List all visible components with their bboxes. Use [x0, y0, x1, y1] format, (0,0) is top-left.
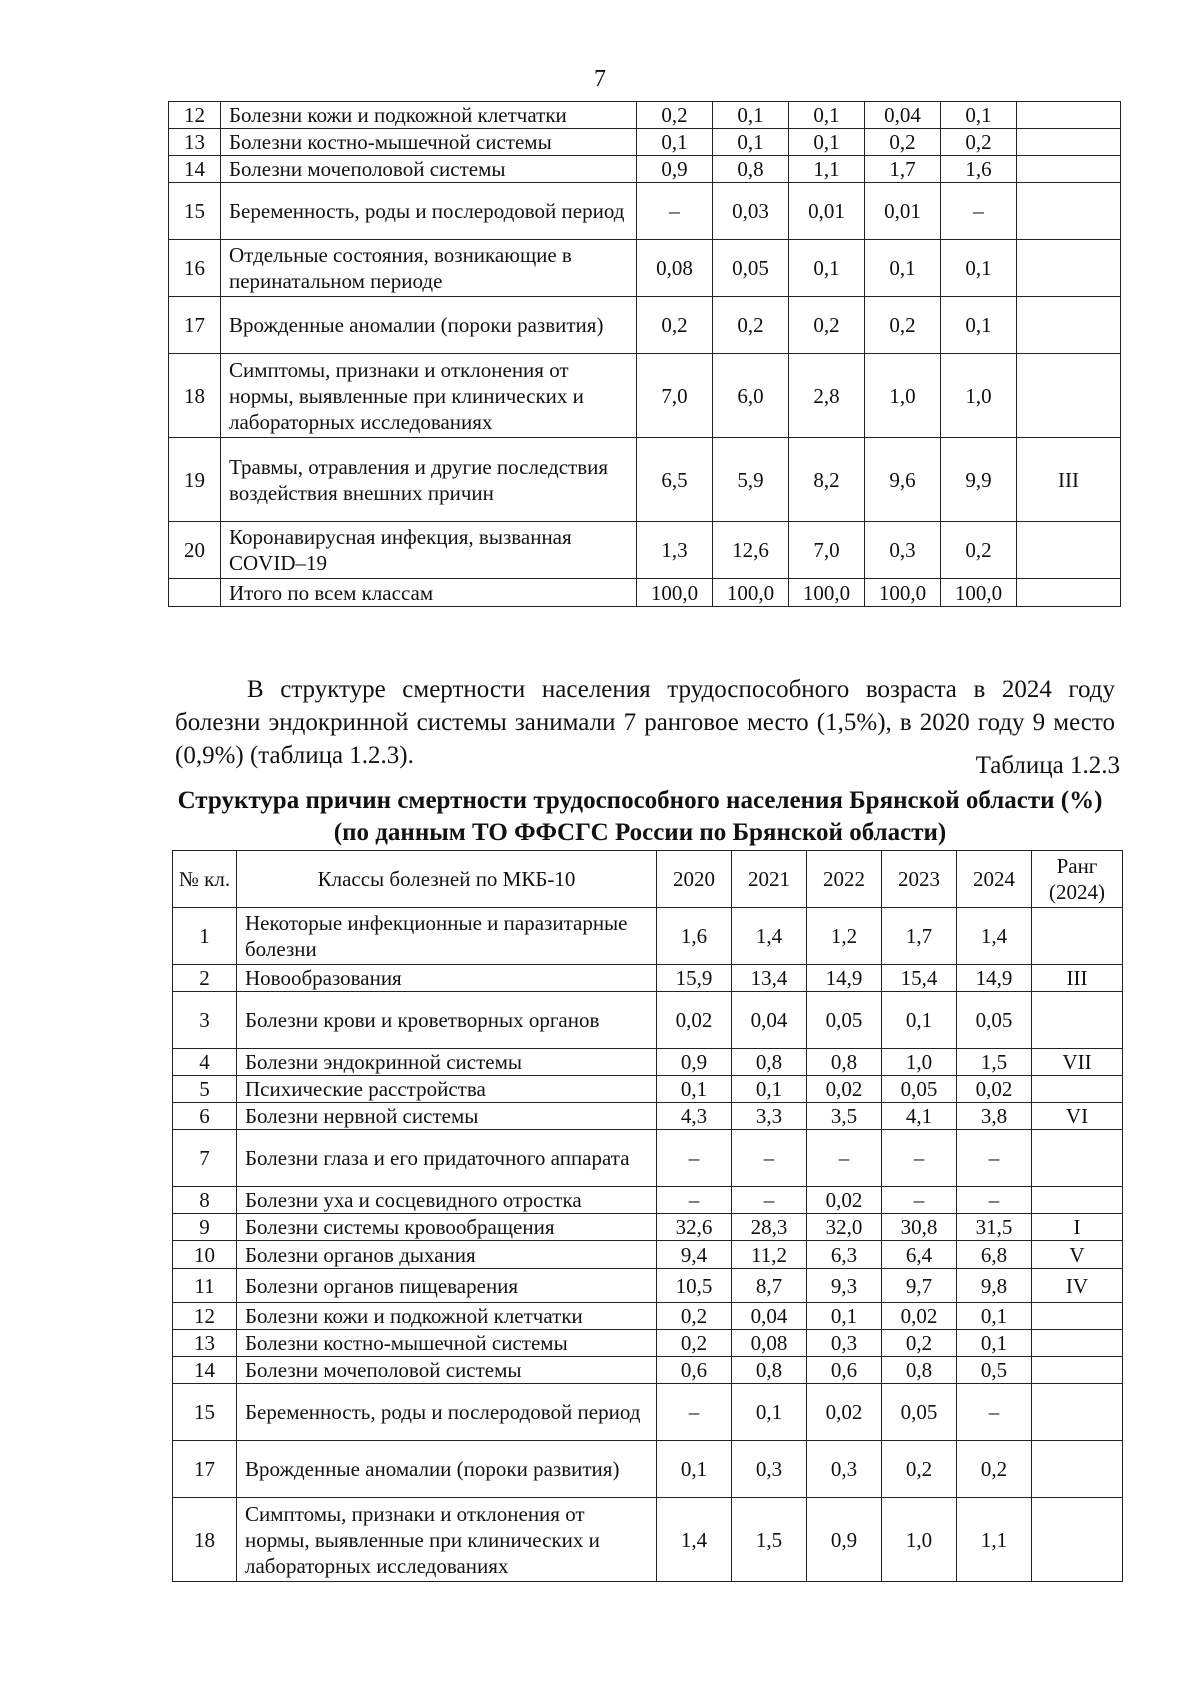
rank-cell	[1032, 1187, 1123, 1214]
rank-cell	[1017, 102, 1121, 129]
value-2024: 0,02	[957, 1076, 1032, 1103]
value-2024: 14,9	[957, 965, 1032, 992]
value-2023: 1,7	[865, 156, 941, 183]
value-2022: 0,1	[789, 102, 865, 129]
value-2024: 6,8	[957, 1241, 1032, 1269]
mortality-structure-table	[172, 850, 1123, 1582]
table-row	[173, 1269, 1123, 1303]
class-number: 4	[173, 1049, 237, 1076]
header-2020: 2020	[657, 851, 732, 908]
value-2020: 0,2	[657, 1303, 732, 1330]
value-2023: 9,7	[882, 1269, 957, 1303]
value-2021: 0,03	[713, 183, 789, 240]
value-2020: 0,2	[657, 1330, 732, 1357]
table-row	[173, 1049, 1123, 1076]
table-row	[173, 1103, 1123, 1130]
class-number: 16	[169, 240, 221, 297]
value-2024: –	[957, 1384, 1032, 1441]
class-number: 8	[173, 1187, 237, 1214]
table2-header	[173, 851, 1123, 908]
class-number: 17	[173, 1441, 237, 1498]
value-2022: 9,3	[807, 1269, 882, 1303]
table-row	[169, 438, 1121, 522]
value-2023: 0,2	[865, 129, 941, 156]
class-number: 10	[173, 1241, 237, 1269]
class-number: 18	[169, 354, 221, 438]
rank-cell	[1032, 908, 1123, 965]
value-2024: 0,1	[941, 297, 1017, 354]
value-2020: 7,0	[637, 354, 713, 438]
value-2022: 0,8	[807, 1049, 882, 1076]
rank-cell	[1032, 1498, 1123, 1582]
value-2024: –	[941, 183, 1017, 240]
rank-cell	[1032, 1384, 1123, 1441]
header-2024: 2024	[957, 851, 1032, 908]
rank-cell: III	[1032, 965, 1123, 992]
value-2020: 10,5	[657, 1269, 732, 1303]
value-2024: 1,6	[941, 156, 1017, 183]
value-2024: 1,5	[957, 1049, 1032, 1076]
header-2022: 2022	[807, 851, 882, 908]
value-2021: 0,8	[732, 1049, 807, 1076]
value-2021: 0,08	[732, 1330, 807, 1357]
class-name: Болезни кожи и подкожной клетчатки	[221, 102, 637, 129]
value-2024: –	[957, 1187, 1032, 1214]
value-2020: 1,3	[637, 522, 713, 579]
rank-cell	[1032, 992, 1123, 1049]
table-label: Таблица 1.2.3	[975, 752, 1120, 779]
value-2024: 1,4	[957, 908, 1032, 965]
value-2021: –	[732, 1130, 807, 1187]
header-class-name: Классы болезней по МКБ-10	[237, 851, 657, 908]
mortality-table-continued	[168, 101, 1121, 607]
value-2021: 0,1	[713, 102, 789, 129]
value-2023: 0,2	[882, 1441, 957, 1498]
header-class-number: № кл.	[173, 851, 237, 908]
table-title: Структура причин смертности трудоспособного населения Брянской области (%) (по данным ТО ФФСГС России по Брянской области)	[177, 787, 1103, 846]
rank-cell	[1017, 297, 1121, 354]
table-row	[173, 1357, 1123, 1384]
class-name: Беременность, роды и послеродовой период	[221, 183, 637, 240]
value-2021: 1,5	[732, 1498, 807, 1582]
value-2023: 6,4	[882, 1241, 957, 1269]
value-2024: –	[957, 1130, 1032, 1187]
value-2021: 0,1	[713, 129, 789, 156]
value-2021: 28,3	[732, 1214, 807, 1241]
table-row	[173, 965, 1123, 992]
value-2021: 13,4	[732, 965, 807, 992]
value-2024: 0,1	[957, 1303, 1032, 1330]
value-2024: 100,0	[941, 579, 1017, 607]
value-2022: 7,0	[789, 522, 865, 579]
value-2022: 0,02	[807, 1384, 882, 1441]
rank-cell	[1017, 156, 1121, 183]
value-2024: 0,1	[957, 1330, 1032, 1357]
value-2020: 0,08	[637, 240, 713, 297]
header-rank: Ранг (2024)	[1032, 851, 1123, 908]
class-number: 9	[173, 1214, 237, 1241]
rank-cell	[1032, 1357, 1123, 1384]
class-name: Врожденные аномалии (пороки развития)	[237, 1441, 657, 1498]
value-2023: 4,1	[882, 1103, 957, 1130]
value-2022: 1,2	[807, 908, 882, 965]
value-2020: 0,1	[637, 129, 713, 156]
value-2022: 0,3	[807, 1330, 882, 1357]
value-2023: 0,3	[865, 522, 941, 579]
class-name: Болезни костно-мышечной системы	[237, 1330, 657, 1357]
value-2024: 3,8	[957, 1103, 1032, 1130]
class-name: Болезни системы кровообращения	[237, 1214, 657, 1241]
value-2024: 0,2	[941, 129, 1017, 156]
rank-cell	[1017, 240, 1121, 297]
value-2022: 32,0	[807, 1214, 882, 1241]
table-row	[169, 183, 1121, 240]
value-2023: 30,8	[882, 1214, 957, 1241]
value-2021: 0,1	[732, 1384, 807, 1441]
class-number: 13	[169, 129, 221, 156]
class-name: Новообразования	[237, 965, 657, 992]
value-2020: 15,9	[657, 965, 732, 992]
value-2021: 6,0	[713, 354, 789, 438]
class-name: Коронавирусная инфекция, вызванная COVID–19	[221, 522, 637, 579]
table-row	[169, 522, 1121, 579]
class-number: 15	[169, 183, 221, 240]
table-row	[173, 1130, 1123, 1187]
value-2021: 0,1	[732, 1076, 807, 1103]
value-2022: 0,9	[807, 1498, 882, 1582]
value-2021: 1,4	[732, 908, 807, 965]
value-2024: 0,5	[957, 1357, 1032, 1384]
value-2023: –	[882, 1187, 957, 1214]
rank-cell: I	[1032, 1214, 1123, 1241]
header-2023: 2023	[882, 851, 957, 908]
value-2023: 0,2	[882, 1330, 957, 1357]
value-2023: 9,6	[865, 438, 941, 522]
total-row	[169, 579, 1121, 607]
value-2021: 0,2	[713, 297, 789, 354]
class-name: Врожденные аномалии (пороки развития)	[221, 297, 637, 354]
body-paragraph: В структуре смертности населения трудоспособного возраста в 2024 году болезни эндокринной системы занимали 7 ранговое место (1,5%), в 2020 году 9 место (0,9%) (таблица 1.2.3).	[175, 676, 1115, 769]
value-2022: 1,1	[789, 156, 865, 183]
class-name: Отдельные состояния, возникающие в перинатальном периоде	[221, 240, 637, 297]
value-2023: 0,05	[882, 1076, 957, 1103]
value-2020: 32,6	[657, 1214, 732, 1241]
class-name: Болезни уха и сосцевидного отростка	[237, 1187, 657, 1214]
rank-cell: III	[1017, 438, 1121, 522]
value-2021: –	[732, 1187, 807, 1214]
table-row	[173, 1498, 1123, 1582]
class-number: 19	[169, 438, 221, 522]
class-number: 7	[173, 1130, 237, 1187]
value-2020: 0,6	[657, 1357, 732, 1384]
value-2021: 0,3	[732, 1441, 807, 1498]
value-2021: 0,04	[732, 1303, 807, 1330]
value-2024: 1,0	[941, 354, 1017, 438]
rank-cell	[1032, 1441, 1123, 1498]
value-2024: 9,9	[941, 438, 1017, 522]
class-number: 14	[169, 156, 221, 183]
class-number: 17	[169, 297, 221, 354]
class-number	[169, 579, 221, 607]
value-2022: 0,01	[789, 183, 865, 240]
value-2023: 1,0	[882, 1049, 957, 1076]
value-2022: 0,1	[789, 240, 865, 297]
value-2022: 0,3	[807, 1441, 882, 1498]
value-2022: 0,6	[807, 1357, 882, 1384]
value-2022: 3,5	[807, 1103, 882, 1130]
value-2020: 9,4	[657, 1241, 732, 1269]
table-row	[169, 240, 1121, 297]
value-2023: 1,7	[882, 908, 957, 965]
value-2023: 0,02	[882, 1303, 957, 1330]
value-2021: 8,7	[732, 1269, 807, 1303]
value-2020: –	[657, 1130, 732, 1187]
class-name: Болезни нервной системы	[237, 1103, 657, 1130]
table-row	[173, 1241, 1123, 1269]
rank-cell	[1017, 522, 1121, 579]
value-2022: 0,2	[789, 297, 865, 354]
value-2023: 15,4	[882, 965, 957, 992]
value-2024: 0,1	[941, 240, 1017, 297]
class-number: 12	[173, 1303, 237, 1330]
rank-cell	[1032, 1303, 1123, 1330]
table-row	[169, 156, 1121, 183]
value-2020: 0,2	[637, 297, 713, 354]
value-2023: 1,0	[882, 1498, 957, 1582]
table-row	[173, 908, 1123, 965]
value-2024: 0,2	[941, 522, 1017, 579]
value-2021: 0,05	[713, 240, 789, 297]
value-2020: 0,9	[637, 156, 713, 183]
class-number: 18	[173, 1498, 237, 1582]
table-row	[169, 102, 1121, 129]
class-number: 11	[173, 1269, 237, 1303]
rank-cell	[1032, 1130, 1123, 1187]
value-2020: –	[657, 1187, 732, 1214]
class-number: 12	[169, 102, 221, 129]
value-2022: 6,3	[807, 1241, 882, 1269]
value-2020: 1,4	[657, 1498, 732, 1582]
value-2023: 100,0	[865, 579, 941, 607]
value-2020: 0,1	[657, 1076, 732, 1103]
value-2022: 2,8	[789, 354, 865, 438]
value-2020: –	[637, 183, 713, 240]
value-2020: 4,3	[657, 1103, 732, 1130]
value-2024: 9,8	[957, 1269, 1032, 1303]
value-2021: 100,0	[713, 579, 789, 607]
table-row	[173, 1076, 1123, 1103]
class-number: 20	[169, 522, 221, 579]
value-2023: 0,1	[865, 240, 941, 297]
value-2020: 1,6	[657, 908, 732, 965]
value-2020: 0,2	[637, 102, 713, 129]
value-2022: 0,02	[807, 1187, 882, 1214]
class-name: Болезни крови и кроветворных органов	[237, 992, 657, 1049]
value-2020: –	[657, 1384, 732, 1441]
table-row	[173, 1384, 1123, 1441]
value-2020: 6,5	[637, 438, 713, 522]
value-2022: 0,1	[789, 129, 865, 156]
class-name: Болезни органов дыхания	[237, 1241, 657, 1269]
rank-cell	[1017, 354, 1121, 438]
value-2023: 0,2	[865, 297, 941, 354]
rank-cell: VII	[1032, 1049, 1123, 1076]
table-row	[169, 297, 1121, 354]
rank-cell	[1032, 1076, 1123, 1103]
value-2020: 0,02	[657, 992, 732, 1049]
value-2022: 14,9	[807, 965, 882, 992]
table-row	[169, 129, 1121, 156]
table2-body	[173, 908, 1123, 1582]
class-number: 13	[173, 1330, 237, 1357]
class-name: Болезни органов пищеварения	[237, 1269, 657, 1303]
value-2023: 0,8	[882, 1357, 957, 1384]
class-number: 14	[173, 1357, 237, 1384]
table-row	[173, 1303, 1123, 1330]
class-number: 2	[173, 965, 237, 992]
class-name: Болезни костно-мышечной системы	[221, 129, 637, 156]
class-name: Болезни мочеполовой системы	[221, 156, 637, 183]
value-2023: 0,05	[882, 1384, 957, 1441]
value-2022: 8,2	[789, 438, 865, 522]
value-2024: 0,1	[941, 102, 1017, 129]
class-name: Болезни мочеполовой системы	[237, 1357, 657, 1384]
header-row	[173, 851, 1123, 908]
class-name: Некоторые инфекционные и паразитарные болезни	[237, 908, 657, 965]
value-2023: 0,04	[865, 102, 941, 129]
value-2024: 1,1	[957, 1498, 1032, 1582]
class-name: Симптомы, признаки и отклонения от нормы, выявленные при клинических и лабораторных исследованиях	[237, 1498, 657, 1582]
class-name: Итого по всем классам	[221, 579, 637, 607]
rank-cell: IV	[1032, 1269, 1123, 1303]
page-number: 7	[594, 66, 606, 92]
rank-cell	[1017, 579, 1121, 607]
class-number: 15	[173, 1384, 237, 1441]
table1-body	[169, 102, 1121, 607]
class-number: 3	[173, 992, 237, 1049]
value-2020: 100,0	[637, 579, 713, 607]
value-2022: 0,1	[807, 1303, 882, 1330]
value-2023: 0,1	[882, 992, 957, 1049]
value-2023: –	[882, 1130, 957, 1187]
value-2022: –	[807, 1130, 882, 1187]
class-name: Психические расстройства	[237, 1076, 657, 1103]
value-2024: 0,2	[957, 1441, 1032, 1498]
rank-cell	[1017, 183, 1121, 240]
table-row	[173, 992, 1123, 1049]
value-2024: 31,5	[957, 1214, 1032, 1241]
rank-cell: VI	[1032, 1103, 1123, 1130]
value-2021: 0,04	[732, 992, 807, 1049]
value-2021: 5,9	[713, 438, 789, 522]
value-2022: 0,05	[807, 992, 882, 1049]
table-row	[173, 1330, 1123, 1357]
class-name: Симптомы, признаки и отклонения от нормы, выявленные при клинических и лабораторных исследованиях	[221, 354, 637, 438]
rank-cell: V	[1032, 1241, 1123, 1269]
rank-cell	[1017, 129, 1121, 156]
value-2021: 12,6	[713, 522, 789, 579]
value-2021: 0,8	[713, 156, 789, 183]
class-name: Беременность, роды и послеродовой период	[237, 1384, 657, 1441]
value-2022: 0,02	[807, 1076, 882, 1103]
value-2020: 0,9	[657, 1049, 732, 1076]
class-name: Болезни эндокринной системы	[237, 1049, 657, 1076]
class-name: Болезни глаза и его придаточного аппарата	[237, 1130, 657, 1187]
value-2023: 1,0	[865, 354, 941, 438]
value-2021: 11,2	[732, 1241, 807, 1269]
value-2021: 0,8	[732, 1357, 807, 1384]
class-name: Болезни кожи и подкожной клетчатки	[237, 1303, 657, 1330]
header-2021: 2021	[732, 851, 807, 908]
class-name: Травмы, отравления и другие последствия воздействия внешних причин	[221, 438, 637, 522]
value-2022: 100,0	[789, 579, 865, 607]
value-2021: 3,3	[732, 1103, 807, 1130]
class-number: 6	[173, 1103, 237, 1130]
table-row	[173, 1214, 1123, 1241]
value-2023: 0,01	[865, 183, 941, 240]
value-2024: 0,05	[957, 992, 1032, 1049]
class-number: 1	[173, 908, 237, 965]
table-row	[173, 1187, 1123, 1214]
class-number: 5	[173, 1076, 237, 1103]
value-2020: 0,1	[657, 1441, 732, 1498]
table-row	[169, 354, 1121, 438]
rank-cell	[1032, 1330, 1123, 1357]
table-row	[173, 1441, 1123, 1498]
